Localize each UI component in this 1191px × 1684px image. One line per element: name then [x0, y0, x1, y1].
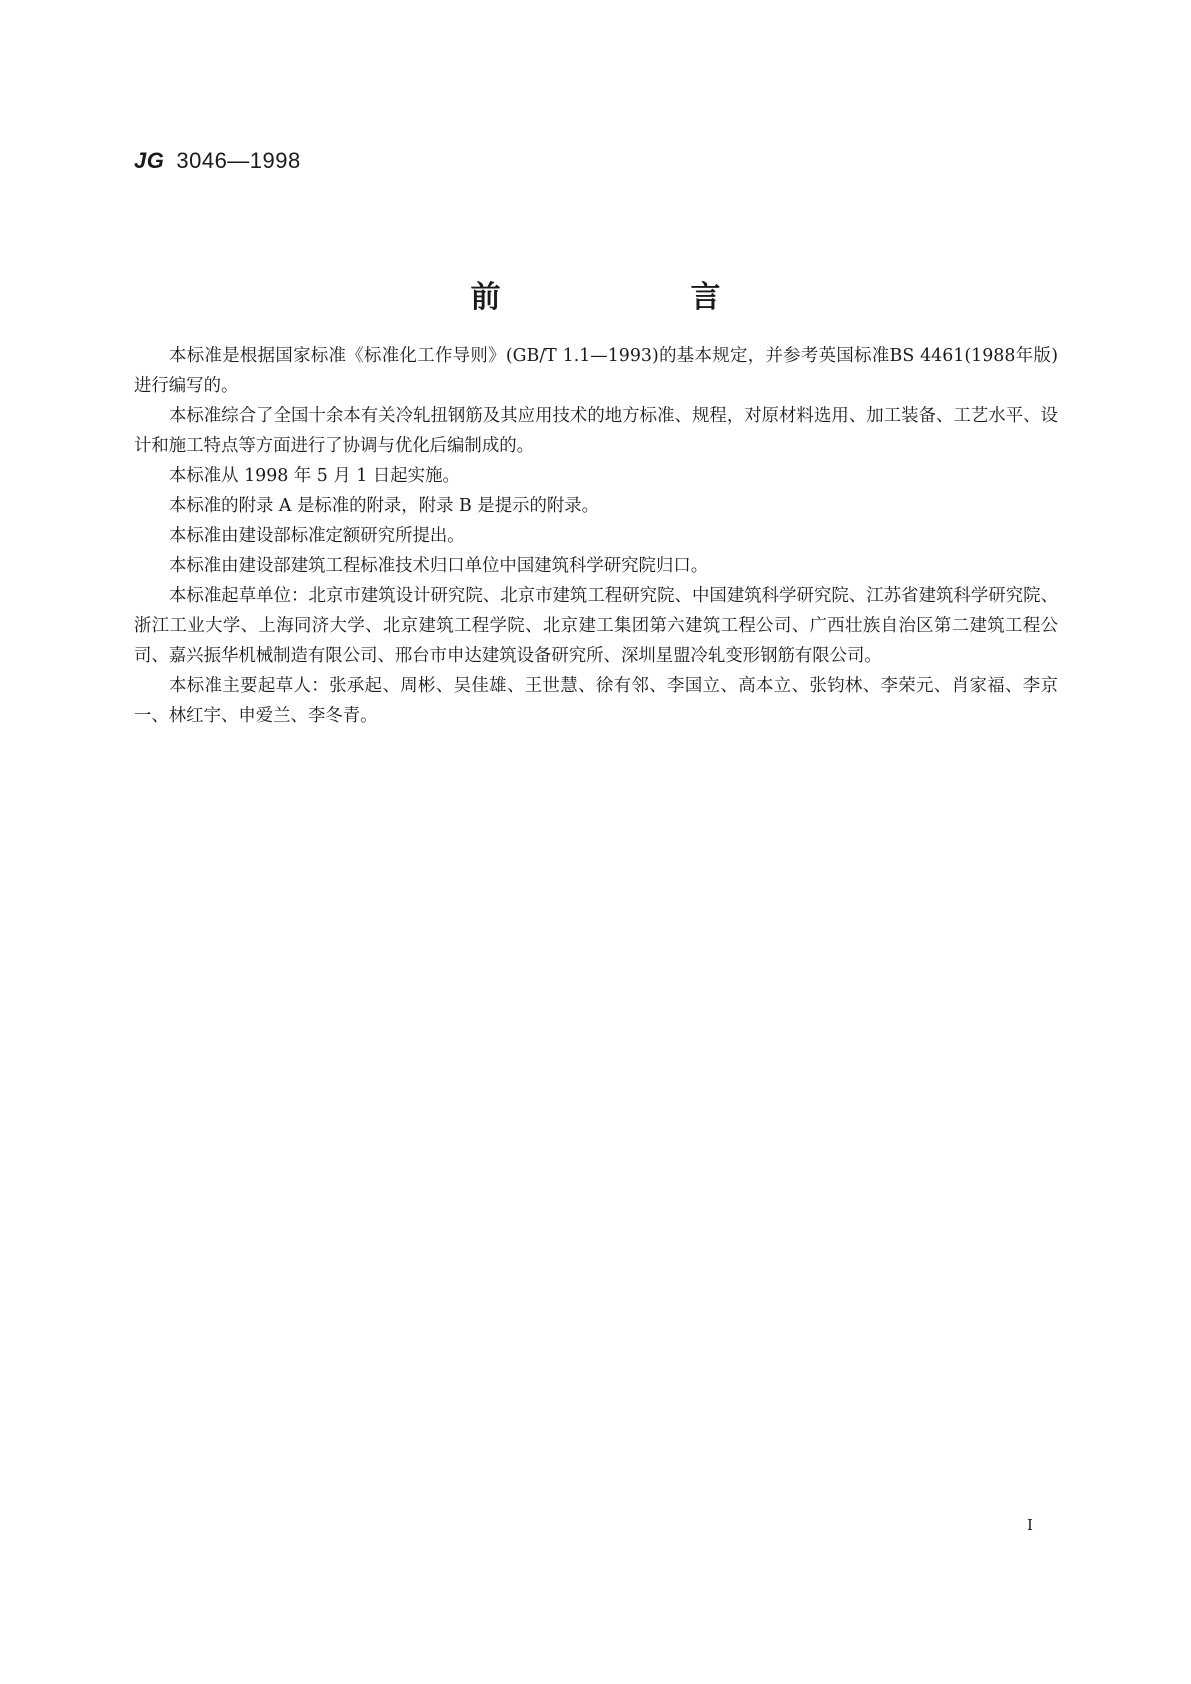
page-number: I: [1027, 1516, 1033, 1534]
paragraph-proposer: 本标准由建设部标准定额研究所提出。: [169, 526, 465, 546]
paragraph-effective-date: 本标准从 1998 年 5 月 1 日起实施。: [169, 466, 460, 486]
page-title: 前 言: [470, 280, 801, 315]
foreword-body: [134, 341, 1058, 731]
paragraph-responsible-unit: 本标准由建设部建筑工程标准技术归口单位中国建筑科学研究院归口。: [169, 556, 709, 576]
standard-code: [134, 148, 301, 174]
paragraph-appendices: 本标准的附录 A 是标准的附录，附录 B 是提示的附录。: [169, 496, 600, 516]
paragraph-basis: 本标准是根据国家标准《标准化工作导则》(GB/T 1.1—1993)的基本规定，并参考英国标准BS 4461(1988年版)进行编写的。: [134, 346, 1058, 396]
standard-code-prefix: JG: [134, 148, 165, 173]
paragraph-drafters: 本标准主要起草人：张承起、周彬、吴佳雄、王世慧、徐有邻、李国立、高本立、张钧林、李荣元、肖家福、李京一、林红宇、申爱兰、李冬青。: [134, 676, 1058, 726]
paragraph-drafting-units: 本标准起草单位：北京市建筑设计研究院、北京市建筑工程研究院、中国建筑科学研究院、江苏省建筑科学研究院、浙江工业大学、上海同济大学、北京建筑工程学院、北京建工集团第六建筑工程公司、广西壮族自治区第二建筑工程公司、嘉兴振华机械制造有限公司、邢台市申达建筑设备研究所、深圳星盟冷轧变形钢筋有限公司。: [134, 586, 1058, 666]
standard-code-number: 3046—1998: [176, 148, 301, 173]
paragraph-synthesis: 本标准综合了全国十余本有关冷轧扭钢筋及其应用技术的地方标准、规程，对原材料选用、加工装备、工艺水平、设计和施工特点等方面进行了协调与优化后编制成的。: [134, 406, 1058, 456]
